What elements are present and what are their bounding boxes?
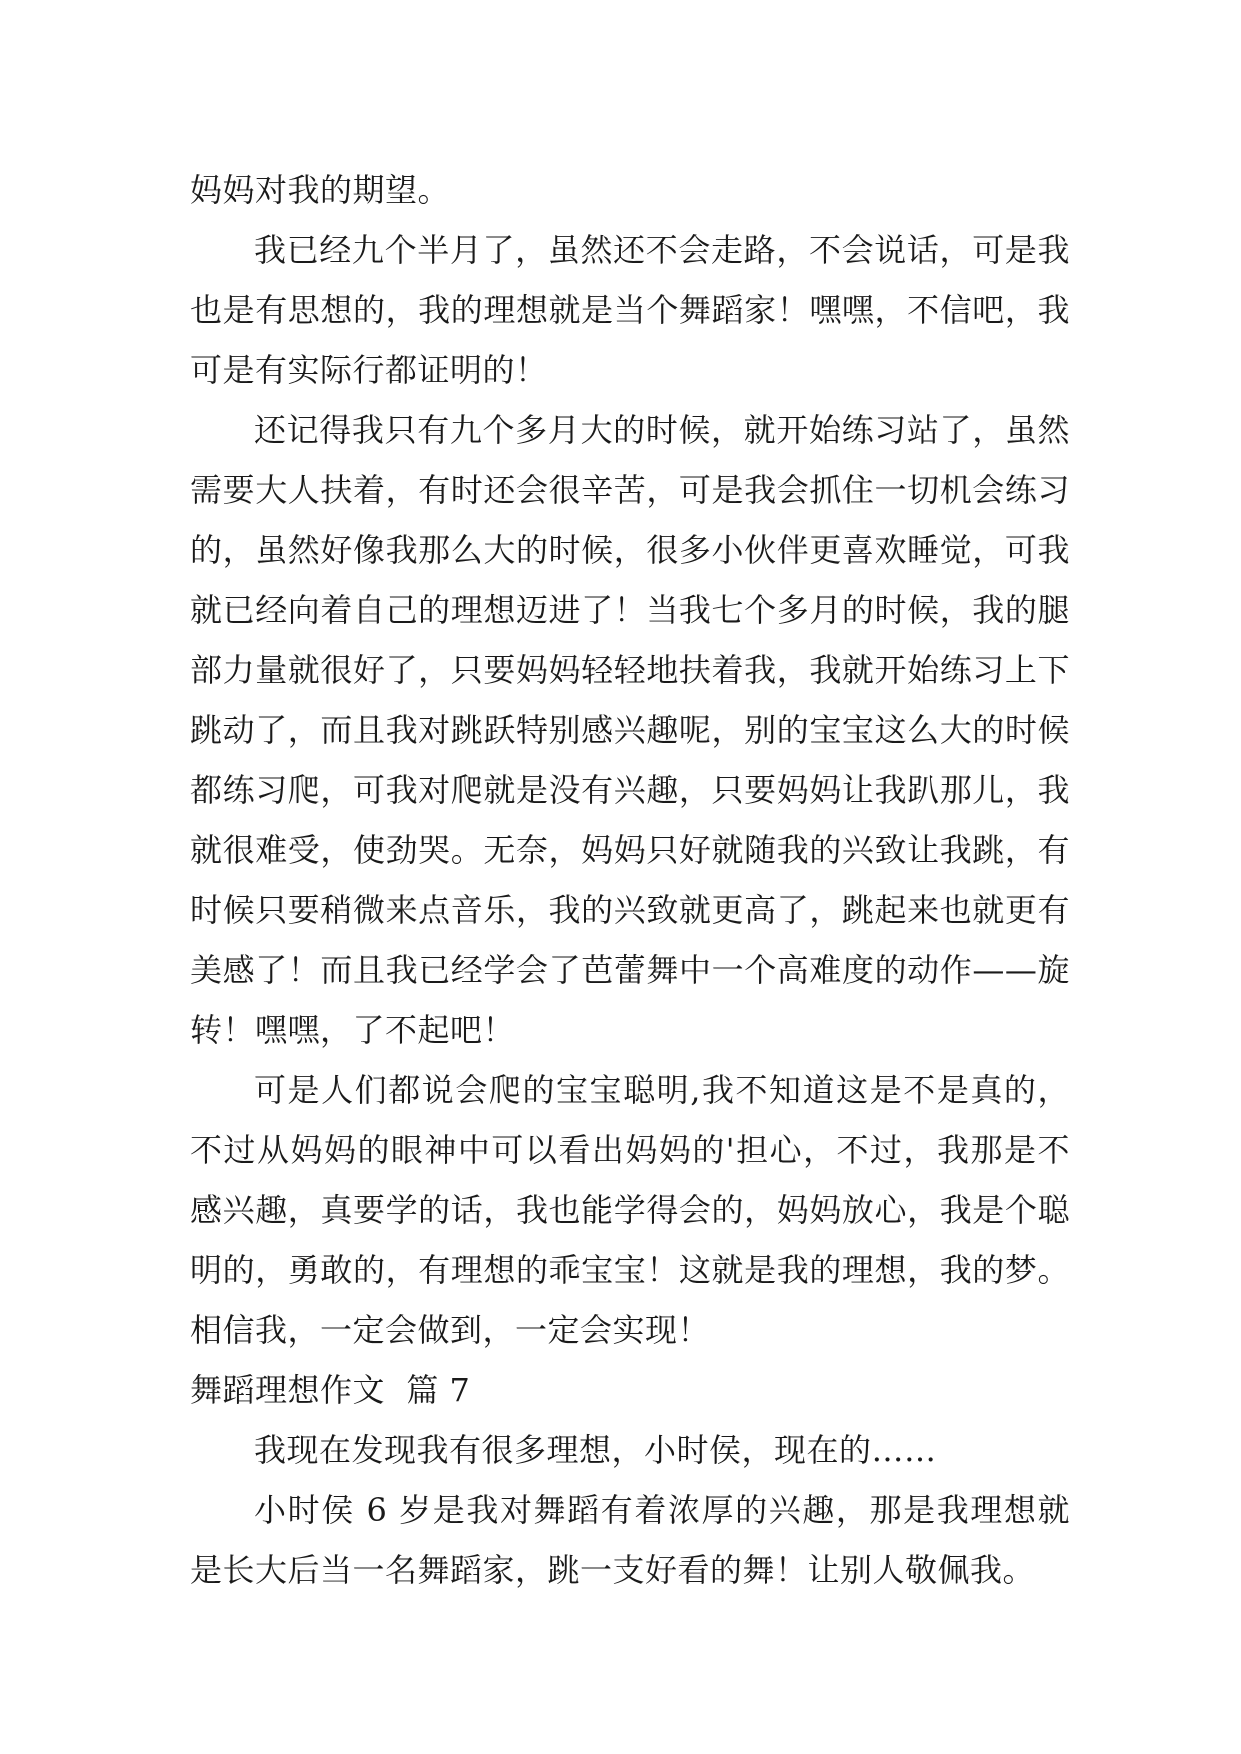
document-body bbox=[190, 160, 1070, 1600]
paragraph: 我已经九个半月了，虽然还不会走路，不会说话，可是我也是有思想的，我的理想就是当个舞蹈家！嘿嘿，不信吧，我可是有实际行都证明的！ bbox=[190, 231, 1070, 389]
paragraph: 妈妈对我的期望。 bbox=[190, 171, 451, 209]
paragraph: 还记得我只有九个多月大的时候，就开始练习站了，虽然需要大人扶着，有时还会很辛苦，可是我会抓住一切机会练习的，虽然好像我那么大的时候，很多小伙伴更喜欢睡觉，可我就已经向着自己的理想迈进了！当我七个多月的时候，我的腿部力量就很好了，只要妈妈轻轻地扶着我，我就开始练习上下跳动了，而且我对跳跃特别感兴趣呢，别的宝宝这么大的时候都练习爬，可我对爬就是没有兴趣，只要妈妈让我趴那儿，我就很难受，使劲哭。无奈，妈妈只好就随我的兴致让我跳，有时候只要稍微来点音乐，我的兴致就更高了，跳起来也就更有美感了！而且我已经学会了芭蕾舞中一个高难度的动作——旋转！嘿嘿，了不起吧！ bbox=[190, 411, 1070, 1049]
paragraph: 小时侯 6 岁是我对舞蹈有着浓厚的兴趣，那是我理想就是长大后当一名舞蹈家，跳一支好看的舞！让别人敬佩我。 bbox=[190, 1491, 1070, 1589]
paragraph: 可是人们都说会爬的宝宝聪明,我不知道这是不是真的，不过从妈妈的眼神中可以看出妈妈的'担心，不过，我那是不感兴趣，真要学的话，我也能学得会的，妈妈放心，我是个聪明的，勇敢的，有理想的乖宝宝！这就是我的理想，我的梦。相信我，一定会做到，一定会实现！ bbox=[190, 1071, 1070, 1349]
section-heading: 舞蹈理想作文 篇 7 bbox=[190, 1371, 471, 1409]
paragraph: 我现在发现我有很多理想，小时侯，现在的…… bbox=[254, 1431, 937, 1469]
